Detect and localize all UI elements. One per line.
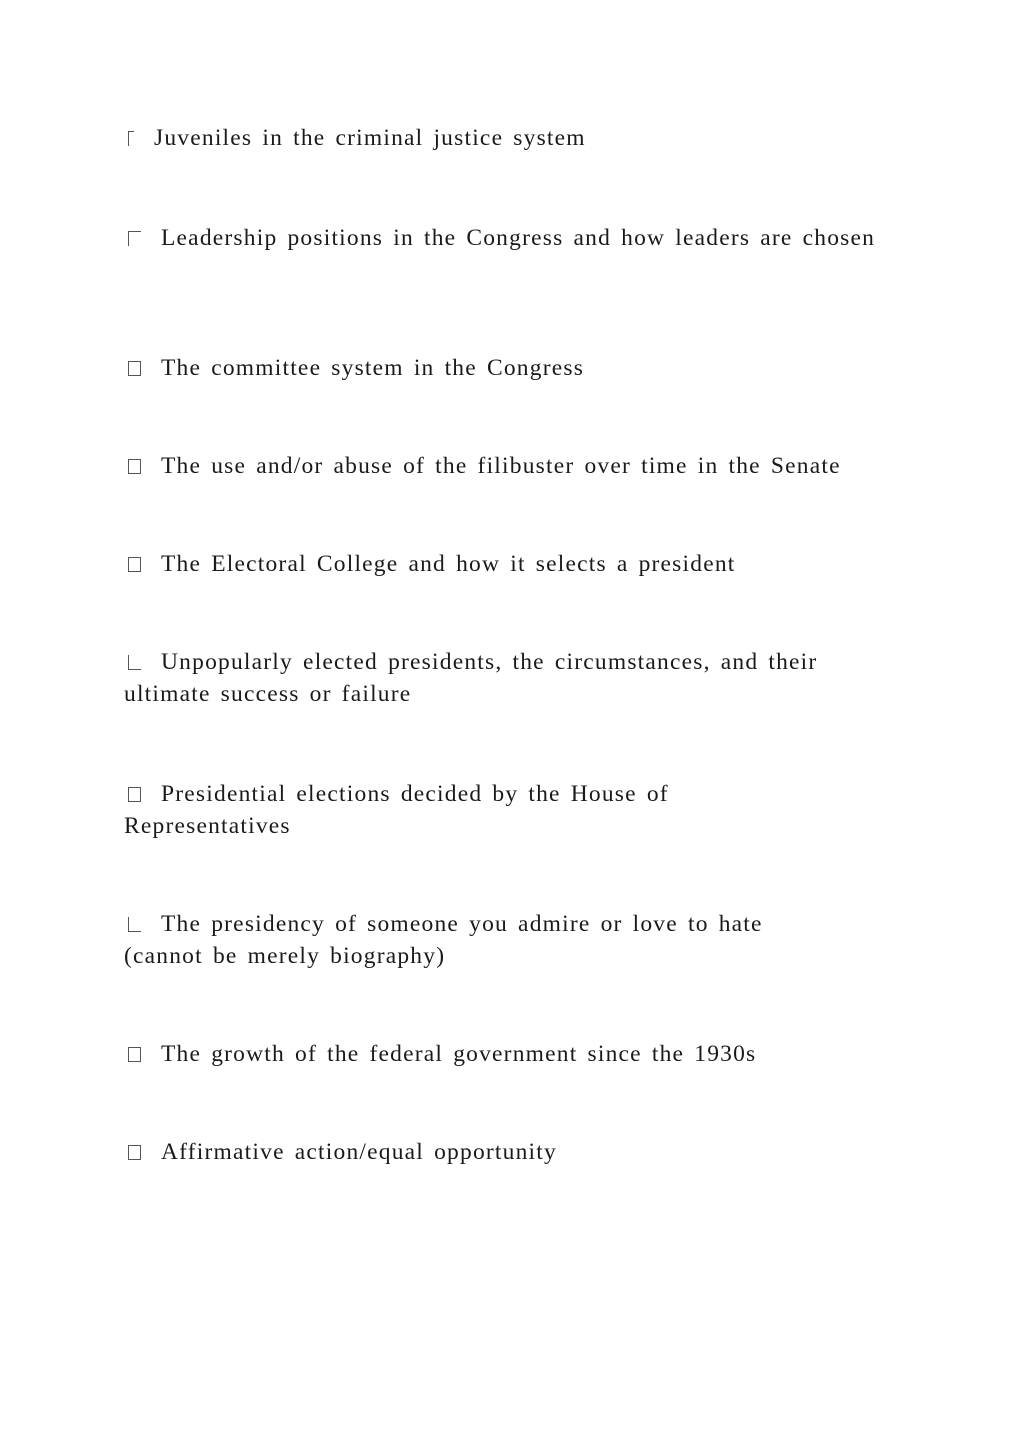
list-item: [124, 548, 904, 580]
checkbox-icon: [128, 361, 141, 376]
checkbox-icon: [128, 557, 141, 572]
list-item-text: Unpopularly elected presidents, the circumstances, and their ultimate success or failure: [124, 649, 818, 707]
checkbox-icon: [128, 655, 141, 670]
checkbox-icon: [128, 787, 141, 802]
list-item: [124, 1038, 904, 1070]
list-item-text: Leadership positions in the Congress and how leaders are chosen: [161, 225, 876, 251]
list-item: [124, 450, 924, 482]
list-item-text: The use and/or abuse of the filibuster over time in the Senate: [161, 453, 841, 479]
checkbox-icon: [128, 231, 141, 246]
list-item-text: The committee system in the Congress: [161, 355, 585, 381]
list-item: [124, 222, 904, 254]
list-item-text: Presidential elections decided by the House of Representatives: [124, 781, 669, 839]
checkbox-icon: [128, 131, 134, 146]
list-item: [124, 908, 844, 972]
list-item: [124, 352, 904, 384]
list-item-text: The Electoral College and how it selects a president: [161, 551, 736, 577]
checkbox-icon: [128, 1145, 141, 1160]
checkbox-icon: [128, 459, 141, 474]
list-item-text: The presidency of someone you admire or love to hate (cannot be merely biography): [124, 911, 763, 969]
list-item: [124, 646, 904, 710]
list-item: [124, 122, 904, 154]
checkbox-icon: [128, 917, 141, 932]
checkbox-icon: [128, 1047, 141, 1062]
list-item-text: The growth of the federal government since the 1930s: [161, 1041, 757, 1067]
list-item-text: Affirmative action/equal opportunity: [161, 1139, 557, 1165]
list-item: [124, 778, 764, 842]
list-item-text: Juveniles in the criminal justice system: [154, 125, 586, 151]
list-item: [124, 1136, 904, 1168]
